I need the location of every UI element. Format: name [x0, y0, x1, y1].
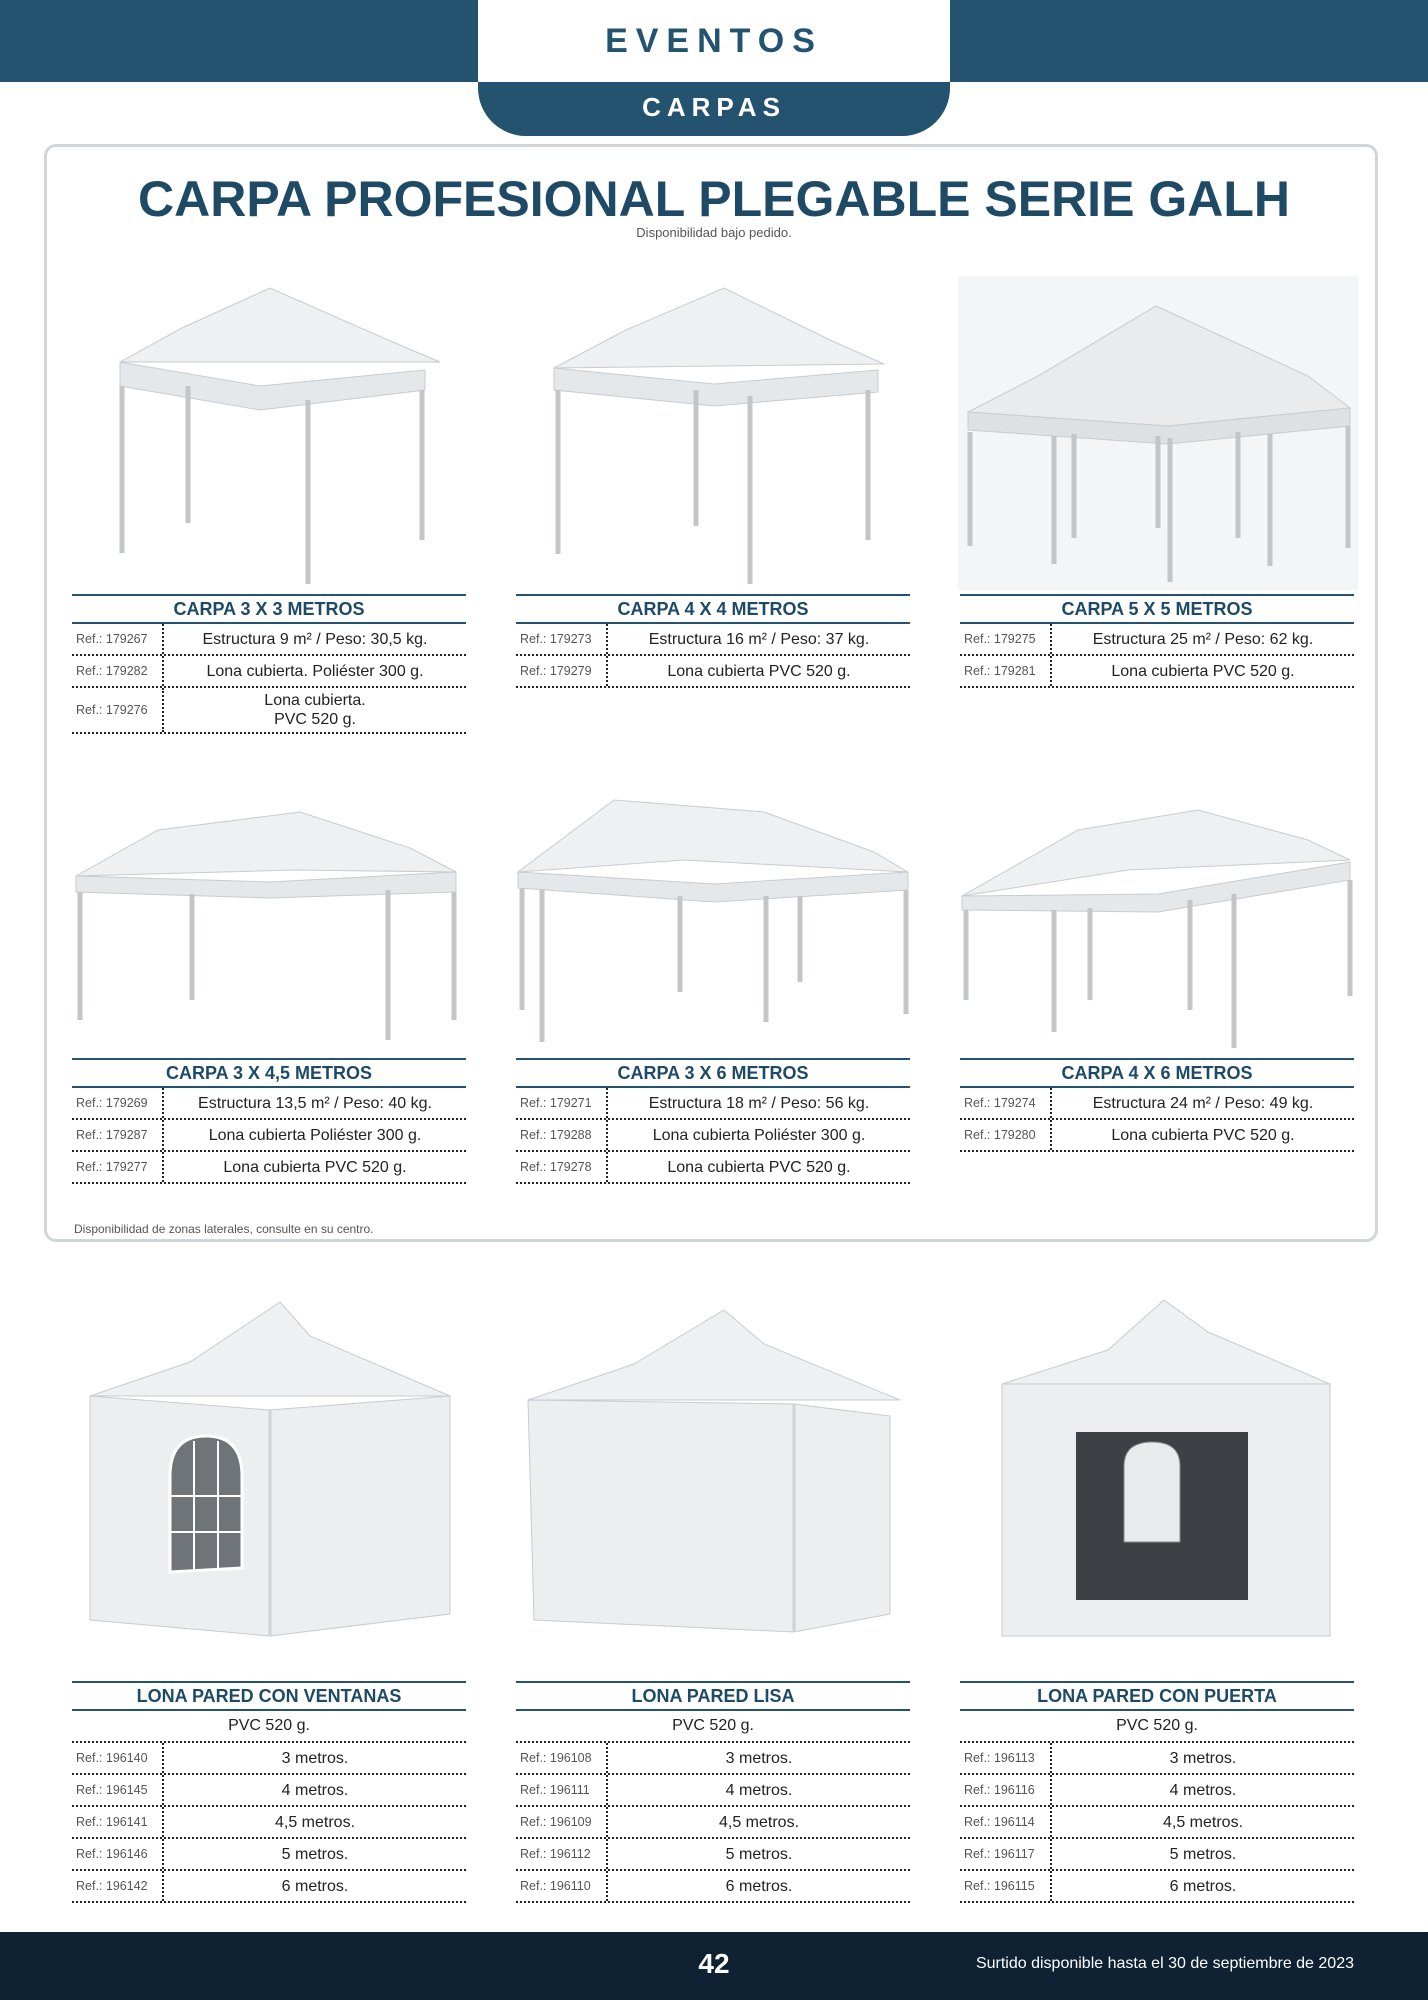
- spec-line: PVC 520 g.: [274, 711, 356, 728]
- page-title: CARPA PROFESIONAL PLEGABLE SERIE GALH: [138, 171, 1290, 227]
- page-number: 42: [698, 1948, 730, 1979]
- product-4x6: [960, 1058, 1354, 1152]
- ref-code: Ref.: 196141: [72, 1807, 164, 1837]
- tent-photo-4x4: [514, 278, 914, 590]
- ref-code: Ref.: 179278: [516, 1152, 608, 1182]
- ref-code: Ref.: 179269: [72, 1088, 164, 1118]
- material-row: PVC 520 g.: [72, 1711, 466, 1743]
- spec-row: [960, 624, 1354, 656]
- ref-code: Ref.: 179281: [960, 656, 1052, 686]
- tent-photo-3x6: [514, 792, 914, 1050]
- spec-text: 3 metros.: [281, 1749, 349, 1767]
- spec-text: Lona cubierta PVC 520 g.: [223, 1158, 407, 1176]
- spec-row: [72, 656, 466, 688]
- availability-note: Disponibilidad bajo pedido.: [636, 225, 792, 240]
- ref-code: Ref.: 179273: [516, 624, 608, 654]
- spec-text: Lona cubierta PVC 520 g.: [667, 1158, 851, 1176]
- spec-text: 4,5 metros.: [274, 1813, 356, 1831]
- ref-code: Ref.: 179267: [72, 624, 164, 654]
- wall-with-door: [960, 1681, 1354, 1903]
- side-walls-note: Disponibilidad de zonas laterales, consulte en su centro.: [74, 1222, 374, 1236]
- tent-photo-wall-windows: [70, 1296, 470, 1642]
- spec-row: [960, 1871, 1354, 1903]
- spec-text: 3 metros.: [725, 1749, 793, 1767]
- product-5x5: [960, 594, 1354, 688]
- ref-code: Ref.: 179279: [516, 656, 608, 686]
- product-4x4: [516, 594, 910, 688]
- spec-text: 5 metros.: [725, 1845, 793, 1863]
- spec-row: [516, 624, 910, 656]
- section-title: EVENTOS: [605, 22, 823, 60]
- product-title: CARPA 3 X 3 METROS: [72, 594, 466, 624]
- spec-text: Lona cubierta Poliéster 300 g.: [208, 1126, 422, 1144]
- ref-code: Ref.: 196112: [516, 1839, 608, 1869]
- product-title: LONA PARED CON PUERTA: [960, 1681, 1354, 1711]
- ref-code: Ref.: 179287: [72, 1120, 164, 1150]
- spec-row: [960, 1120, 1354, 1152]
- ref-code: Ref.: 179280: [960, 1120, 1052, 1150]
- spec-row: [960, 1839, 1354, 1871]
- ref-code: Ref.: 196114: [960, 1807, 1052, 1837]
- spec-text: 4,5 metros.: [1162, 1813, 1244, 1831]
- product-title: CARPA 5 X 5 METROS: [960, 594, 1354, 624]
- material-row: PVC 520 g.: [516, 1711, 910, 1743]
- product-title: LONA PARED CON VENTANAS: [72, 1681, 466, 1711]
- product-title: LONA PARED LISA: [516, 1681, 910, 1711]
- spec-row: [72, 1871, 466, 1903]
- product-title: CARPA 4 X 6 METROS: [960, 1058, 1354, 1088]
- ref-code: Ref.: 196111: [516, 1775, 608, 1805]
- spec-row: [72, 624, 466, 656]
- ref-code: Ref.: 196109: [516, 1807, 608, 1837]
- spec-text: Estructura 9 m² / Peso: 30,5 kg.: [202, 630, 428, 648]
- spec-text: Estructura 24 m² / Peso: 49 kg.: [1092, 1094, 1314, 1112]
- spec-text: Lona cubierta. Poliéster 300 g.: [206, 662, 424, 680]
- spec-text: Estructura 25 m² / Peso: 62 kg.: [1092, 630, 1314, 648]
- spec-text-multiline: [164, 689, 466, 731]
- ref-code: Ref.: 196113: [960, 1743, 1052, 1773]
- spec-text: 6 metros.: [1169, 1877, 1237, 1895]
- spec-line: Lona cubierta.: [264, 692, 366, 709]
- ref-code: Ref.: 196140: [72, 1743, 164, 1773]
- subsection-title: CARPAS: [642, 92, 786, 122]
- ref-code: Ref.: 179275: [960, 624, 1052, 654]
- spec-text: Lona cubierta PVC 520 g.: [667, 662, 851, 680]
- spec-text: 4 metros.: [1169, 1781, 1237, 1799]
- ref-code: Ref.: 196145: [72, 1775, 164, 1805]
- ref-code: Ref.: 196110: [516, 1871, 608, 1901]
- tent-photo-wall-plain: [514, 1304, 914, 1642]
- ref-code: Ref.: 179288: [516, 1120, 608, 1150]
- spec-text: Lona cubierta PVC 520 g.: [1111, 662, 1295, 680]
- tent-photo-wall-door: [958, 1296, 1358, 1646]
- spec-text: 4 metros.: [725, 1781, 793, 1799]
- spec-text: 6 metros.: [725, 1877, 793, 1895]
- spec-row: [516, 1775, 910, 1807]
- spec-row: [516, 1120, 910, 1152]
- product-3x6: [516, 1058, 910, 1184]
- product-title: CARPA 3 X 6 METROS: [516, 1058, 910, 1088]
- ref-code: Ref.: 179271: [516, 1088, 608, 1118]
- spec-row: [72, 1088, 466, 1120]
- spec-row: [72, 1839, 466, 1871]
- product-3x3: [72, 594, 466, 734]
- spec-row: [516, 1807, 910, 1839]
- tent-photo-3x3: [70, 278, 470, 590]
- spec-text: Lona cubierta Poliéster 300 g.: [652, 1126, 866, 1144]
- spec-text: 5 metros.: [281, 1845, 349, 1863]
- spec-text: 3 metros.: [1169, 1749, 1237, 1767]
- spec-row: [516, 1088, 910, 1120]
- ref-code: Ref.: 179282: [72, 656, 164, 686]
- spec-row: [516, 656, 910, 688]
- ref-code: Ref.: 196116: [960, 1775, 1052, 1805]
- spec-row: [516, 1152, 910, 1184]
- ref-code: Ref.: 179276: [72, 688, 164, 732]
- spec-row: [72, 1775, 466, 1807]
- spec-row: [960, 1807, 1354, 1839]
- ref-code: Ref.: 196115: [960, 1871, 1052, 1901]
- spec-row: [72, 688, 466, 734]
- wall-plain: [516, 1681, 910, 1903]
- ref-code: Ref.: 196108: [516, 1743, 608, 1773]
- product-title: CARPA 3 X 4,5 METROS: [72, 1058, 466, 1088]
- spec-row: [516, 1839, 910, 1871]
- product-title: CARPA 4 X 4 METROS: [516, 594, 910, 624]
- ref-code: Ref.: 179277: [72, 1152, 164, 1182]
- spec-row: [516, 1871, 910, 1903]
- spec-row: [960, 1088, 1354, 1120]
- spec-row: [72, 1120, 466, 1152]
- product-3x4-5: [72, 1058, 466, 1184]
- spec-row: [960, 1743, 1354, 1775]
- ref-code: Ref.: 196146: [72, 1839, 164, 1869]
- spec-text: 4,5 metros.: [718, 1813, 800, 1831]
- spec-text: Estructura 13,5 m² / Peso: 40 kg.: [198, 1094, 432, 1112]
- spec-row: [72, 1743, 466, 1775]
- ref-code: Ref.: 196117: [960, 1839, 1052, 1869]
- tent-photo-4x6: [958, 800, 1358, 1050]
- tent-photo-5x5: [958, 276, 1358, 590]
- footer-note: Surtido disponible hasta el 30 de septiembre de 2023: [975, 1955, 1354, 1972]
- ref-code: Ref.: 196142: [72, 1871, 164, 1901]
- spec-text: 6 metros.: [281, 1877, 349, 1895]
- spec-text: Estructura 18 m² / Peso: 56 kg.: [648, 1094, 870, 1112]
- tent-photo-3x4-5: [70, 800, 470, 1050]
- spec-row: [960, 656, 1354, 688]
- spec-text: 4 metros.: [281, 1781, 349, 1799]
- spec-text: Estructura 16 m² / Peso: 37 kg.: [648, 630, 870, 648]
- spec-text: Lona cubierta PVC 520 g.: [1111, 1126, 1295, 1144]
- ref-code: Ref.: 179274: [960, 1088, 1052, 1118]
- spec-row: [516, 1743, 910, 1775]
- wall-with-windows: [72, 1681, 466, 1903]
- material-row: PVC 520 g.: [960, 1711, 1354, 1743]
- spec-row: [72, 1807, 466, 1839]
- spec-row: [72, 1152, 466, 1184]
- spec-row: [960, 1775, 1354, 1807]
- spec-text: 5 metros.: [1169, 1845, 1237, 1863]
